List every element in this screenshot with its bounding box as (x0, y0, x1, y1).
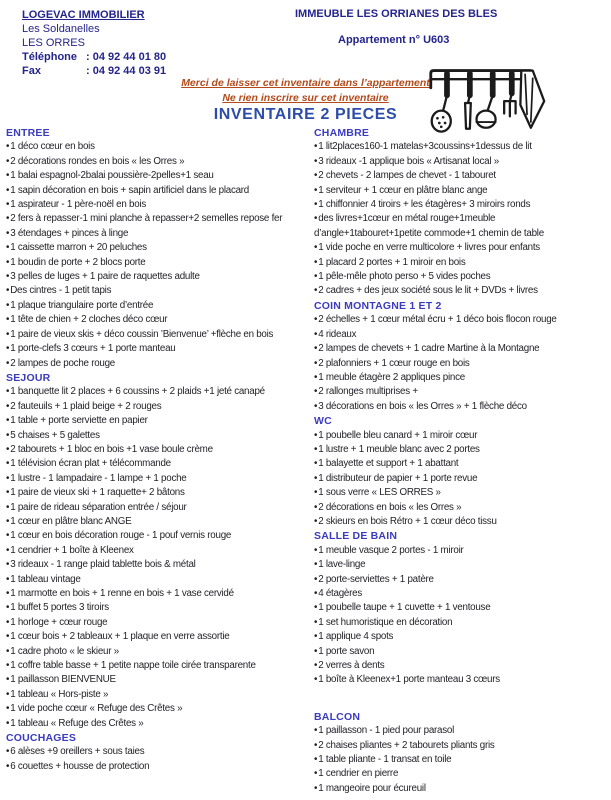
section-coin-montagne-1-et-2 (314, 299, 605, 414)
inventory-item: • 1 plaque triangulaire porte d’entrée (6, 299, 308, 313)
inventory-item: • 2 chevets - 2 lampes de chevet - 1 tabouret (314, 169, 605, 183)
fax-label: Fax (22, 65, 41, 77)
inventory-item: • 1 vide poche cœur « Refuge des Crêtes » (6, 702, 308, 716)
inventory-item: • 1 lustre - 1 lampadaire - 1 lampe + 1 poche (6, 472, 308, 486)
inventory-item: • 1 paire de vieux ski + 1 raquette+ 2 bâtons (6, 486, 308, 500)
inventory-item: • 2 échelles + 1 cœur métal écru + 1 déco bois flocon rouge (314, 313, 605, 327)
inventory-item: • 4 étagères (314, 587, 605, 601)
section-chambre (314, 126, 605, 299)
inventory-column-left (6, 126, 308, 774)
inventory-item: • 1 caissette marron + 20 peluches (6, 241, 308, 255)
section-couchages (6, 731, 308, 774)
inventory-item: • 3 rideaux - 1 range plaid tablette bois & métal (6, 558, 308, 572)
inventory-item: • 1 lustre + 1 meuble blanc avec 2 portes (314, 443, 605, 457)
inventory-item: • 1 table + porte serviette en papier (6, 414, 308, 428)
inventory-item: • 1 mangeoire pour écureuil (314, 782, 605, 796)
section-heading: SEJOUR (6, 371, 51, 384)
inventory-item: • 1 cœur bois + 2 tableaux + 1 plaque en verre assortie (6, 630, 308, 644)
inventory-item: • 1 lit2places160-1 matelas+3coussins+1dessus de lit (314, 140, 605, 154)
inventory-item: • 1 cœur en plâtre blanc ANGE (6, 515, 308, 529)
inventory-item: • 1 balai espagnol-2balai poussière-2pelles+1 seau (6, 169, 308, 183)
inventory-item: • 1 boudin de porte + 2 blocs porte (6, 256, 308, 270)
inventory-item: • 1 aspirateur - 1 père-noël en bois (6, 198, 308, 212)
section-entree (6, 126, 308, 371)
inventory-item: • 1 télévision écran plat + télécommande (6, 457, 308, 471)
inventory-item: • 1 chiffonnier 4 tiroirs + les étagères+ 3 miroirs ronds (314, 198, 605, 212)
inventory-item: • 1 distributeur de papier + 1 porte revue (314, 472, 605, 486)
inventory-item: • 2 lampes de chevets + 1 cadre Martine à la Montagne (314, 342, 605, 356)
inventory-item: • 3 rideaux -1 applique bois « Artisanat local » (314, 155, 605, 169)
section-heading: BALCON (314, 710, 361, 723)
inventory-item: • 1 poubelle bleu canard + 1 miroir cœur (314, 429, 605, 443)
inventory-item: • 1 cendrier + 1 boîte à Kleenex (6, 544, 308, 558)
inventory-item: • 1 paire de rideau séparation entrée / séjour (6, 501, 308, 515)
inventory-item: • 2 décorations en bois « les Orres » (314, 501, 605, 515)
inventory-item: • 1 tableau vintage (6, 573, 308, 587)
inventory-item: • 2 verres à dents (314, 659, 605, 673)
inventory-item: • 2 lampes de poche rouge (6, 357, 308, 371)
page-title: INVENTAIRE 2 PIECES (213, 106, 398, 123)
inventory-item: • 1 meuble vasque 2 portes - 1 miroir (314, 544, 605, 558)
inventory-item: • 1 poubelle taupe + 1 cuvette + 1 ventouse (314, 601, 605, 615)
inventory-item: • 1 banquette lit 2 places + 6 coussins + 2 plaids +1 jeté canapé (6, 385, 308, 399)
section-heading: WC (314, 415, 332, 428)
inventory-item: • 1 tableau « Hors-piste » (6, 688, 308, 702)
inventory-item: • 1 placard 2 portes + 1 miroir en bois (314, 256, 605, 270)
inventory-item: • Des cintres - 1 petit tapis (6, 284, 308, 298)
section-heading: COUCHAGES (6, 732, 77, 745)
inventory-item: • 1 cadre photo « le skieur » (6, 645, 308, 659)
phone-number: : 04 92 44 01 80 (86, 51, 167, 63)
inventory-item: • 1 tête de chien + 2 cloches déco cœur (6, 313, 308, 327)
agency-block (22, 8, 166, 78)
notice-line-1: Merci de laisser cet inventaire dans l’appartement (181, 77, 430, 89)
phone-line (22, 50, 166, 64)
inventory-item: • 1 tableau « Refuge des Crêtes » (6, 717, 308, 731)
notice-line-2: Ne rien inscrire sur cet inventaire (222, 92, 389, 104)
inventory-item: • 1 boîte à Kleenex+1 porte manteau 3 cœurs (314, 673, 605, 687)
inventory-item: • des livres+1cœur en métal rouge+1meuble d’angle+1tabouret+1petite commode+1 chemin de table (314, 212, 605, 241)
section-sejour (6, 371, 308, 731)
inventory-item: • 2 chaises pliantes + 2 tabourets pliants gris (314, 739, 605, 753)
company-name: LOGEVAC IMMOBILIER (22, 9, 145, 21)
inventory-item: • 1 déco cœur en bois (6, 140, 308, 154)
inventory-item: • 3 étendages + pinces à linge (6, 227, 308, 241)
inventory-item: • 1 horloge + cœur rouge (6, 616, 308, 630)
inventory-item: • 2 fers à repasser-1 mini planche à repasser+2 semelles repose fer (6, 212, 308, 226)
inventory-item: • 6 couettes + housse de protection (6, 760, 308, 774)
inventory-item: • 1 lave-linge (314, 558, 605, 572)
inventory-item: • 1 paillasson - 1 pied pour parasol (314, 724, 605, 738)
fax-number: : 04 92 44 03 91 (86, 65, 167, 77)
inventory-item: • 2 skieurs en bois Rétro + 1 cœur déco tissu (314, 515, 605, 529)
apartment-number: Appartement n° U603 (338, 34, 450, 46)
inventory-item: • 4 rideaux (314, 328, 605, 342)
inventory-item: • 1 paire de vieux skis + déco coussin ’Bienvenue’ +flèche en bois (6, 328, 308, 342)
inventory-item: • 2 rallonges multiprises + (314, 385, 605, 399)
inventory-item: • 2 fauteuils + 1 plaid beige + 2 rouges (6, 400, 308, 414)
inventory-item: • 1 coffre table basse + 1 petite nappe toile cirée transparente (6, 659, 308, 673)
inventory-item: • 1 table pliante - 1 transat en toile (314, 753, 605, 767)
phone-label: Téléphone (22, 51, 78, 63)
inventory-item: • 1 cendrier en pierre (314, 767, 605, 781)
inventory-item: • 1 porte savon (314, 645, 605, 659)
section-heading: COIN MONTAGNE 1 ET 2 (314, 299, 442, 312)
section-salle-de-bain (314, 529, 605, 687)
inventory-item: • 1 buffet 5 portes 3 tiroirs (6, 601, 308, 615)
inventory-item: • 5 chaises + 5 galettes (6, 429, 308, 443)
inventory-item: • 1 meuble étagère 2 appliques pince (314, 371, 605, 385)
address-line-1: Les Soldanelles (22, 23, 100, 35)
inventory-item: • 1 vide poche en verre multicolore + livres pour enfants (314, 241, 605, 255)
section-heading: ENTREE (6, 127, 50, 139)
section-wc (314, 414, 605, 529)
section-heading: CHAMBRE (314, 127, 370, 139)
address-line-2: LES ORRES (22, 37, 85, 49)
inventory-item: • 1 marmotte en bois + 1 renne en bois + 1 vase cervidé (6, 587, 308, 601)
inventory-item: • 1 applique 4 spots (314, 630, 605, 644)
inventory-item: • 2 porte-serviettes + 1 patère (314, 573, 605, 587)
inventory-item: • 2 décorations rondes en bois « les Orres » (6, 155, 308, 169)
inventory-item: • 1 serviteur + 1 cœur en plâtre blanc ange (314, 184, 605, 198)
inventory-item: • 6 alèses +9 oreillers + sous taies (6, 745, 308, 759)
section-heading: SALLE DE BAIN (314, 530, 398, 543)
inventory-item: • 1 balayette et support + 1 abattant (314, 457, 605, 471)
inventory-item: • 3 pelles de luges + 1 paire de raquettes adulte (6, 270, 308, 284)
inventory-item: • 1 paillasson BIENVENUE (6, 673, 308, 687)
inventory-item: • 1 pêle-mêle photo perso + 5 vides poches (314, 270, 605, 284)
inventory-column-right (314, 126, 605, 796)
inventory-item: • 1 sous verre « LES ORRES » (314, 486, 605, 500)
building-name: IMMEUBLE LES ORRIANES DES BLES (295, 8, 498, 20)
inventory-item: • 2 cadres + des jeux société sous le lit + DVDs + livres (314, 284, 605, 298)
inventory-item: • 2 plafonniers + 1 cœur rouge en bois (314, 357, 605, 371)
inventory-item: • 1 cœur en bois décoration rouge - 1 pouf vernis rouge (6, 529, 308, 543)
section-balcon (314, 710, 605, 796)
inventory-item: • 3 décorations en bois « les Orres » + 1 flèche déco (314, 400, 605, 414)
inventory-item: • 2 tabourets + 1 bloc en bois +1 vase boule crème (6, 443, 308, 457)
inventory-item: • 1 porte-clefs 3 cœurs + 1 porte manteau (6, 342, 308, 356)
inventory-item: • 1 sapin décoration en bois + sapin artificiel dans le placard (6, 184, 308, 198)
inventory-item: • 1 set humoristique en décoration (314, 616, 605, 630)
